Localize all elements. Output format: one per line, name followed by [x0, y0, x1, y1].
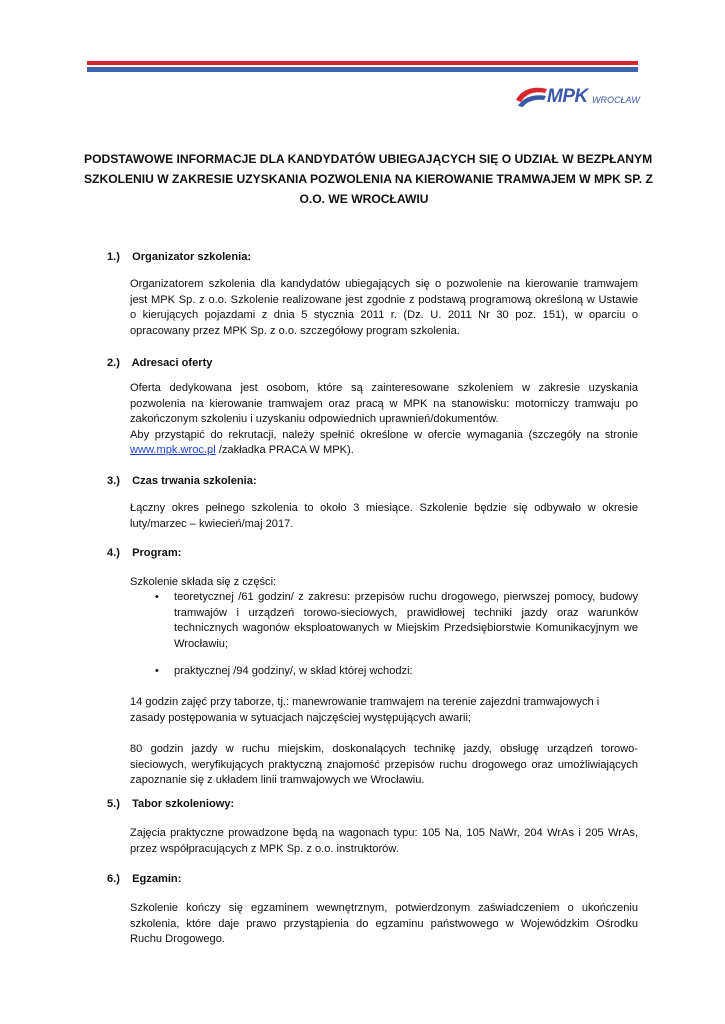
program-theory-item: teoretycznej /61 godzin/ z zakresu: przepisów ruchu drogowego, pierwszej pomocy, budowy tramwajów i urządzeń torowo-sieciowych, prawidłowej techniki jazdy oraz warunków technicznych wagonów eksploatowanych w Miejskim Przedsiębiorstwie Komunikacyjnym we Wrocławiu; — [174, 591, 638, 650]
mpk-website-link[interactable]: www.mpk.wroc.pl — [130, 444, 216, 456]
bullet-icon: • — [155, 591, 159, 603]
section-2-text: Oferta dedykowana jest osobom, które są zainteresowane szkoleniem w zakresie uzyskania pozwolenia na kierowanie tramwajem oraz pracą w MPK na stanowisku: motorniczy tramwaju po zakończonym szkoleniu i uzyskaniu odpowiednich uprawnień/dokumentów. Aby przystąpić do rekrutacji, należy spełnić określone w ofercie wymagania (szczegóły na stronie www.mpk.wroc.pl /zakładka PRACA W MPK). — [130, 382, 638, 456]
title-line: PODSTAWOWE INFORMACJE DLA KANDYDATÓW UBIEGAJĄCYCH SIĘ O UDZIAŁ W BEZPŁANYM — [84, 152, 653, 166]
section-4-heading: 4.) Program: — [107, 547, 182, 559]
bullet-icon: • — [155, 665, 159, 677]
section-3-heading: 3.) Czas trwania szkolenia: — [107, 475, 257, 487]
section-4-intro: Szkolenie składa się z części: — [130, 576, 277, 588]
section-3-text: Łączny okres pełnego szkolenia to około 3 miesiące. Szkolenie będzie się odbywało w okresie luty/marzec – kwiecień/maj 2017. — [130, 502, 638, 530]
header-blue-stripe — [87, 67, 638, 72]
title-line: O.O. WE WROCŁAWIU — [299, 192, 429, 206]
document-title — [84, 149, 653, 209]
section-1-text: Organizatorem szkolenia dla kandydatów ubiegających się o pozwolenie na kierowanie tramwajem jest MPK Sp. z o.o. Szkolenie realizowane jest zgodnie z podstawą programową określoną w Ustawie o kierujących pojazdami z dnia 5 stycznia 2011 r. (Dz. U. 2011 Nr 30 poz. 151), w oparciu o opracowany przez MPK Sp. z o.o. szczegółowy program szkolenia. — [130, 278, 638, 337]
program-practice-driving: 80 godzin jazdy w ruchu miejskim, doskonalących technikę jazdy, obsługę urządzeń torowo- sieciowych, weryfikujących praktyczną znajomość przepisów ruchu drogowego oraz umożliwiających zapoznanie się z układem linii tramwajowych we Wrocławiu. — [130, 743, 638, 786]
program-practice-depot: 14 godzin zajęć przy taborze, tj.: manewrowanie tramwajem na terenie zajezdni tramwajowych i zasady postępowania w sytuacjach najczęściej występujących awarii; — [130, 696, 600, 724]
program-practice-item: praktycznej /94 godziny/, w skład której wchodzi: — [174, 665, 413, 677]
section-2-heading: 2.) Adresaci oferty — [107, 357, 213, 369]
section-6-heading: 6.) Egzamin: — [107, 873, 182, 885]
section-5-text: Zajęcia praktyczne prowadzone będą na wagonach typu: 105 Na, 105 NaWr, 204 WrAs i 205 WrAs, przez współpracujących z MPK Sp. z o.o. instruktorów. — [130, 827, 638, 855]
section-1-heading: 1.) Organizator szkolenia: — [107, 251, 252, 263]
tram-swoosh-icon — [514, 86, 548, 108]
logo-brand: MPK — [547, 86, 588, 107]
mpk-logo — [514, 84, 640, 110]
section-6-text: Szkolenie kończy się egzaminem wewnętrznym, potwierdzonym zaświadczeniem o ukończeniu szkolenia, które daje prawo przystąpienia do egzaminu państwowego w Wojewódzkim Ośrodku Ruchu Drogowego. — [130, 902, 638, 945]
section-5-heading: 5.) Tabor szkoleniowy: — [107, 798, 235, 810]
title-line: SZKOLENIU W ZAKRESIE UZYSKANIA POZWOLENIA NA KIEROWANIE TRAMWAJEM W MPK SP. Z — [84, 172, 653, 186]
logo-city: WROCŁAW — [592, 95, 640, 105]
header-red-stripe — [87, 61, 638, 65]
